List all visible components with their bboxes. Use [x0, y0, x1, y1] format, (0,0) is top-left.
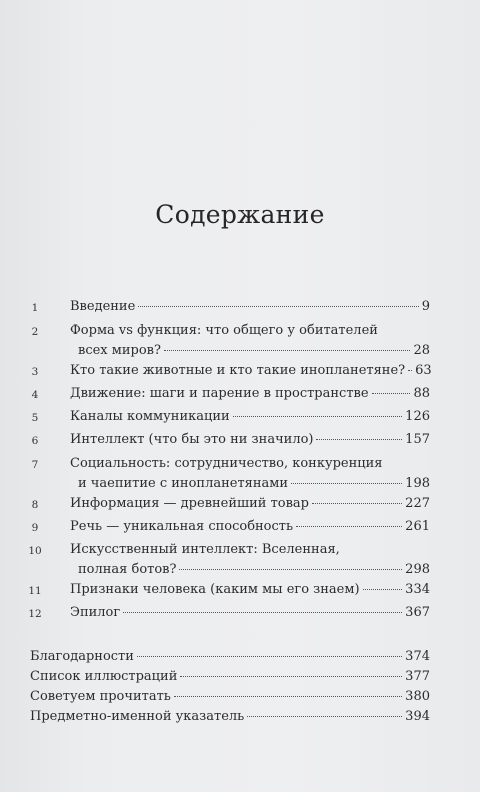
toc-entry-title: Признаки человека (каким мы его знаем) — [70, 582, 360, 597]
dot-leader — [138, 306, 418, 307]
toc-line — [70, 604, 430, 622]
dot-leader — [408, 370, 412, 371]
chapter-number: 10 — [28, 545, 42, 557]
toc-page-number: 9 — [421, 299, 430, 314]
chapter-number: 11 — [28, 585, 42, 597]
toc-line — [30, 648, 430, 666]
dot-leader — [291, 483, 402, 484]
toc-line — [70, 322, 430, 340]
toc-entry-title: Искусственный интеллект: Вселенная, — [70, 542, 340, 557]
dot-leader — [164, 350, 410, 351]
toc-page-number: 261 — [405, 519, 430, 534]
toc-line — [70, 298, 430, 316]
toc-line — [70, 495, 430, 513]
toc-line — [30, 668, 430, 686]
toc-entry-title: Речь — уникальная способность — [70, 519, 294, 534]
toc-page-number: 63 — [415, 363, 432, 378]
chapter-number: 4 — [31, 389, 39, 401]
toc-line — [30, 688, 430, 706]
toc-line — [70, 362, 430, 380]
toc-line — [78, 475, 430, 493]
toc-line — [78, 342, 430, 360]
toc-line — [70, 541, 430, 559]
toc-line — [70, 408, 430, 426]
toc-page-number: 157 — [405, 432, 430, 447]
chapter-number: 7 — [31, 459, 39, 471]
toc-line — [70, 431, 430, 449]
toc-line — [30, 708, 430, 726]
page-title: Содержание — [155, 199, 325, 229]
dot-leader — [296, 526, 402, 527]
toc-entry-title: полная ботов? — [78, 562, 177, 577]
toc-page-number: 374 — [405, 649, 430, 664]
toc-page-number: 394 — [405, 709, 430, 724]
dot-leader — [137, 656, 402, 657]
toc-entry-title: Предметно-именной указатель — [30, 709, 245, 724]
toc-page-number: 28 — [413, 343, 430, 358]
toc-entry-title: Благодарности — [30, 649, 134, 664]
dot-leader — [372, 393, 411, 394]
dot-leader — [180, 676, 402, 677]
toc-page-number: 126 — [405, 409, 430, 424]
toc-page-number: 380 — [405, 689, 430, 704]
toc-entry-title: всех миров? — [78, 343, 161, 358]
dot-leader — [179, 569, 402, 570]
toc-entry-title: Социальность: сотрудничество, конкуренция — [70, 456, 383, 471]
toc-page-number: 298 — [405, 562, 430, 577]
chapter-number: 6 — [31, 435, 39, 447]
toc-line — [70, 581, 430, 599]
dot-leader — [123, 612, 402, 613]
chapter-number: 3 — [31, 366, 39, 378]
toc-entry-title: Эпилог — [70, 605, 121, 620]
dot-leader — [247, 716, 402, 717]
toc-entry-title: Каналы коммуникации — [70, 409, 230, 424]
toc-line — [70, 518, 430, 536]
toc-page-number: 377 — [405, 669, 430, 684]
toc-entry-title: Кто такие животные и кто такие инопланетяне? — [70, 363, 406, 378]
dot-leader — [316, 439, 402, 440]
chapter-number: 2 — [31, 326, 39, 338]
toc-page-number: 198 — [405, 476, 430, 491]
chapter-number: 1 — [31, 302, 39, 314]
toc-entry-title: Форма vs функция: что общего у обитателей — [70, 323, 378, 338]
toc-line — [78, 561, 430, 579]
dot-leader — [174, 696, 402, 697]
chapter-number: 9 — [31, 522, 39, 534]
toc-page-number: 367 — [405, 605, 430, 620]
toc-line — [70, 455, 430, 473]
toc-page-number: 334 — [405, 582, 430, 597]
toc-entry-title: и чаепитие с инопланетянами — [78, 476, 289, 491]
chapter-number: 5 — [31, 412, 39, 424]
dot-leader — [233, 416, 402, 417]
toc-entry-title: Движение: шаги и парение в пространстве — [70, 386, 369, 401]
toc-page-number: 88 — [413, 386, 430, 401]
toc-entry-title: Введение — [70, 299, 136, 314]
chapter-number: 12 — [28, 608, 42, 620]
dot-leader — [312, 503, 402, 504]
toc-entry-title: Список иллюстраций — [30, 669, 178, 684]
chapter-number: 8 — [31, 499, 39, 511]
toc-entry-title: Советуем прочитать — [30, 689, 171, 704]
toc-entry-title: Интеллект (что бы это ни значило) — [70, 432, 314, 447]
toc-page-number: 227 — [405, 496, 430, 511]
dot-leader — [363, 589, 403, 590]
toc-entry-title: Информация — древнейший товар — [70, 496, 309, 511]
toc-line — [70, 385, 430, 403]
